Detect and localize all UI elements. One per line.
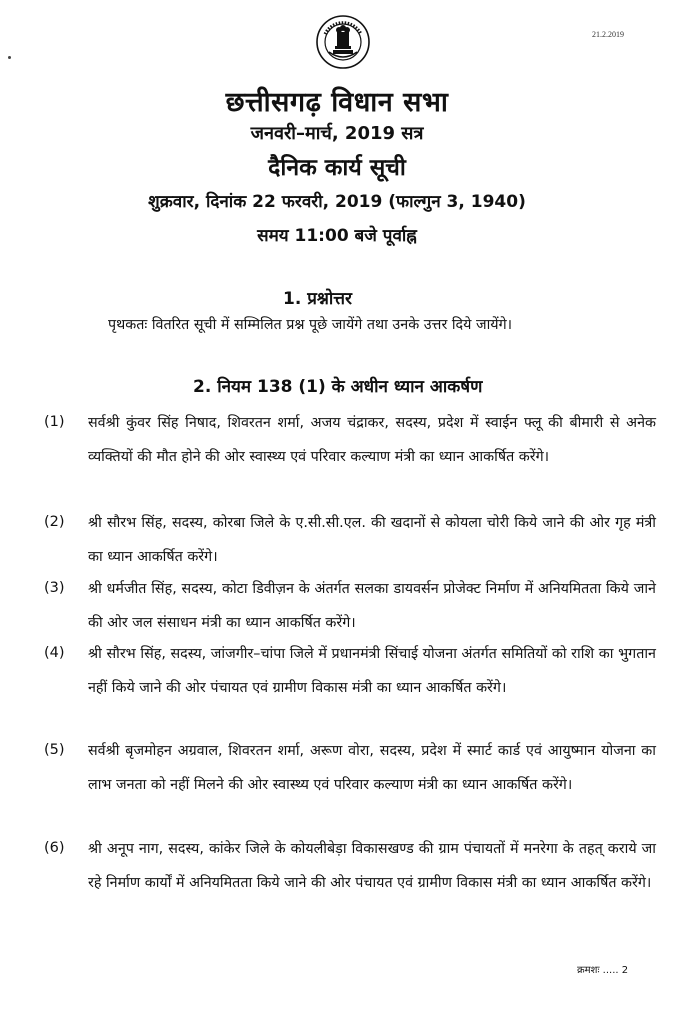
list-item: श्री सौरभ सिंह, सदस्य, कोरबा जिले के ए.सी.सी.एल. की खदानों से कोयला चोरी किये जाने की ओर गृह मंत्री का ध्यान आकर्षित करेंगे।	[88, 515, 656, 565]
time-line: समय 11:00 बजे पूर्वाह्न	[257, 226, 417, 246]
item-number: (1)	[44, 414, 65, 430]
continued-marker: क्रमशः ..... 2	[577, 965, 629, 976]
section-1-text: पृथकतः वितरित सूची में सम्मिलित प्रश्न पूछे जायेंगे तथा उनके उत्तर दिये जायेंगे।	[108, 317, 513, 333]
list-item: सर्वश्री कुंवर सिंह निषाद, शिवरतन शर्मा, अजय चंद्राकर, सदस्य, प्रदेश में स्वाईन फ्लू की बीमारी से अनेक व्यक्तियों की मौत होने की ओर स्वास्थ्य एवं परिवार कल्याण मंत्री का ध्यान आकर्षित करेंगे।	[88, 415, 656, 465]
assembly-name: छत्तीसगढ़ विधान सभा	[225, 87, 449, 118]
item-number: (3)	[44, 580, 65, 596]
list-item: सर्वश्री बृजमोहन अग्रवाल, शिवरतन शर्मा, अरूण वोरा, सदस्य, प्रदेश में स्मार्ट कार्ड एवं आयुष्मान योजना का लाभ जनता को नहीं मिलने की ओर स्वास्थ्य एवं परिवार कल्याण मंत्री का ध्यान आकर्षित करेंगे।	[88, 743, 656, 793]
item-number: (6)	[44, 840, 65, 856]
session-line: जनवरी–मार्च, 2019 सत्र	[250, 123, 424, 144]
agenda-title: दैनिक कार्य सूची	[268, 155, 406, 181]
item-number: (2)	[44, 514, 65, 530]
date-line: शुक्रवार, दिनांक 22 फरवरी, 2019 (फाल्गुन 3, 1940)	[148, 192, 526, 212]
list-item: श्री धर्मजीत सिंह, सदस्य, कोटा डिवीज़न के अंतर्गत सलका डायवर्सन प्रोजेक्ट निर्माण में अनियमितता किये जाने की ओर जल संसाधन मंत्री का ध्यान आकर्षित करेंगे।	[88, 581, 656, 631]
stray-mark	[8, 56, 11, 59]
list-item: श्री अनूप नाग, सदस्य, कांकेर जिले के कोयलीबेड़ा विकासखण्ड की ग्राम पंचायतों में मनरेगा के तहत् कराये जा रहे निर्माण कार्यों में अनियमितता किये जाने की ओर पंचायत एवं ग्रामीण विकास मंत्री का ध्यान आकर्षित करेंगे।	[88, 841, 656, 891]
corner-date: 21.2.2019	[592, 30, 624, 39]
section-1-heading: 1. प्रश्नोत्तर	[283, 289, 352, 309]
item-number: (4)	[44, 645, 65, 661]
item-number: (5)	[44, 742, 65, 758]
assembly-emblem-icon	[315, 14, 371, 70]
section-2-heading: 2. नियम 138 (1) के अधीन ध्यान आकर्षण	[193, 377, 483, 397]
list-item: श्री सौरभ सिंह, सदस्य, जांजगीर–चांपा जिले में प्रधानमंत्री सिंचाई योजना अंतर्गत समितियों को राशि का भुगतान नहीं किये जाने की ओर पंचायत एवं ग्रामीण विकास मंत्री का ध्यान आकर्षित करेंगे।	[88, 646, 656, 696]
